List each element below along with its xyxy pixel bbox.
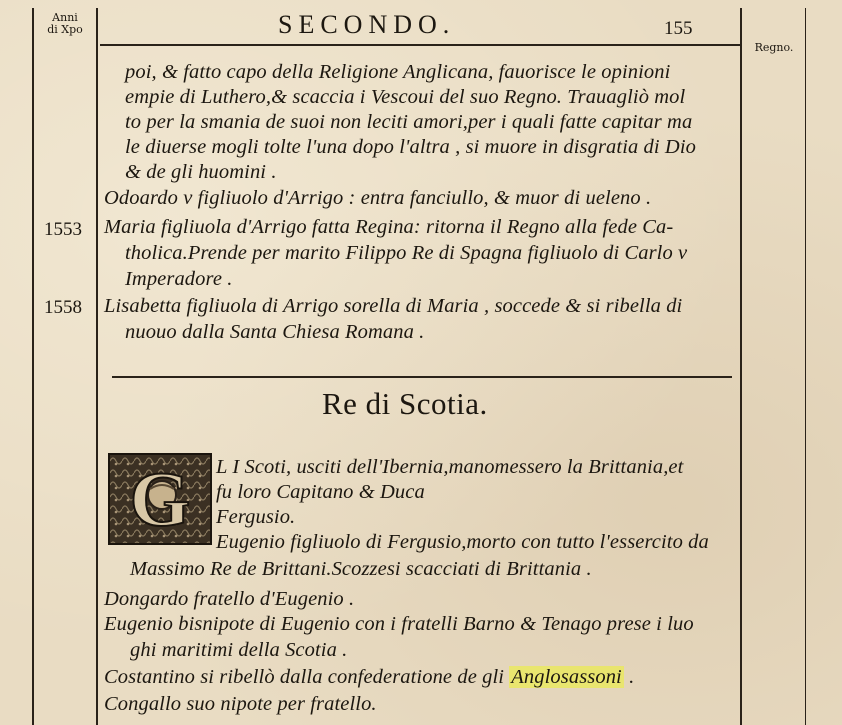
section-heading: Re di Scotia. (322, 386, 488, 421)
text-line: Massimo Re de Brittani.Scozzesi scacciati di Brittania . (130, 558, 592, 580)
year-column-rule (96, 8, 98, 725)
regno-column-rule (740, 8, 742, 725)
text-line: Odoardo v figliuolo d'Arrigo : entra fanciullo, & muor di ueleno . (104, 187, 652, 209)
text-line: Eugenio figliuolo di Fergusio,morto con tutto l'essercito da (216, 531, 709, 553)
regno-column-label: Regno. (754, 41, 794, 54)
text-line: Lisabetta figliuola di Arrigo sorella di Maria , soccede & si ribella di (104, 295, 683, 317)
right-margin-rule (805, 8, 806, 725)
left-margin-rule (32, 8, 34, 725)
decorated-initial (108, 453, 212, 545)
text-segment: . (623, 666, 635, 688)
text-line: nuouo dalla Santa Chiesa Romana . (125, 321, 425, 343)
text-line: poi, & fatto capo della Religione Anglicana, fauorisce le opinioni (125, 61, 671, 83)
highlighted-word: Anglosassoni (511, 666, 622, 688)
header-rule (100, 44, 740, 46)
year-label: 1558 (44, 297, 82, 318)
year-label: 1553 (44, 219, 82, 240)
text-line: Imperadore . (125, 268, 233, 290)
text-segment: Costantino si ribellò dalla confederatione de gli (104, 666, 510, 688)
text-line: Fergusio. (216, 506, 296, 528)
text-line: to per la smania de suoi non leciti amori,per i quali fatte capitar ma (125, 111, 693, 133)
text-line: tholica.Prende per marito Filippo Re di Spagna figliuolo di Carlo v (125, 242, 688, 264)
text-line: Eugenio bisnipote di Eugenio con i fratelli Barno & Tenago prese i luo (104, 613, 694, 635)
running-title: SECONDO. (278, 10, 456, 39)
text-line: fu loro Capitano & Duca (216, 481, 425, 503)
text-line: L I Scoti, usciti dell'Ibernia,manomessero la Brittania,et (216, 456, 684, 478)
text-line-highlighted (104, 665, 634, 689)
text-line: Maria figliuola d'Arrigo fatta Regina: ritorna il Regno alla fede Ca- (104, 216, 674, 238)
text-line: le diuerse mogli tolte l'una dopo l'altra , si muore in disgratia di Dio (125, 136, 696, 158)
initial-letter: G (129, 455, 191, 542)
section-rule (112, 376, 732, 378)
text-line: & de gli huomini . (125, 161, 277, 183)
text-line: empie di Luthero,& scaccia i Vescoui del suo Regno. Trauagliò mol (125, 86, 686, 108)
text-line: Dongardo fratello d'Eugenio . (104, 588, 355, 610)
page-number: 155 (664, 18, 693, 39)
text-line: ghi maritimi della Scotia . (130, 639, 348, 661)
text-line: Congallo suo nipote per fratello. (104, 693, 377, 715)
anni-column-label: Anni di Xpo (47, 11, 83, 36)
